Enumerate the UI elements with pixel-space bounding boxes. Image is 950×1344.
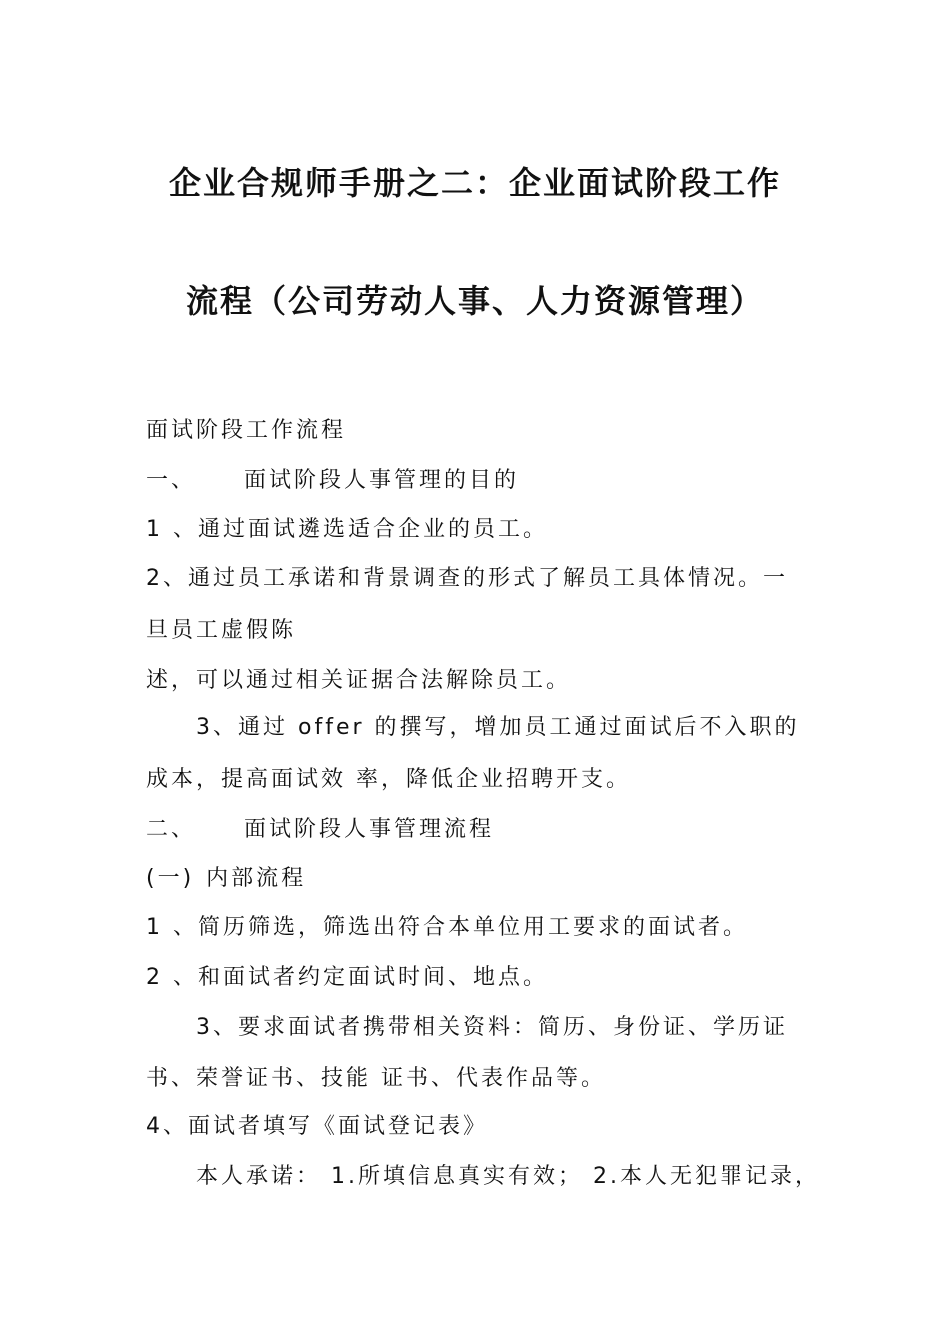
list-item-3-line-2: 书、荣誉证书、技能 证书、代表作品等。 bbox=[146, 1066, 606, 1091]
paragraph-3-line-1: 3、通过 offer 的撰写，增加员工通过面试后不入职的 bbox=[196, 715, 800, 740]
subsection-one-heading bbox=[146, 864, 306, 894]
subsection-one-title: 内部流程 bbox=[206, 866, 307, 891]
commitment-text: 本人承诺： 1.所填信息真实有效； 2.本人无犯罪记录， bbox=[196, 1164, 820, 1189]
section-heading: 面试阶段工作流程 bbox=[146, 418, 347, 443]
paragraph-3-line-2: 成本，提高面试效 率，降低企业招聘开支。 bbox=[146, 767, 631, 792]
document-title-line-2: 流程（公司劳动人事、人力资源管理） bbox=[185, 282, 764, 320]
document-title-line-1: 企业合规师手册之二：企业面试阶段工作 bbox=[168, 164, 781, 202]
paragraph-2-line-1: 2、通过员工承诺和背景调查的形式了解员工具体情况。一 bbox=[146, 566, 788, 591]
section-one-title: 面试阶段人事管理的目的 bbox=[244, 468, 520, 493]
list-item-1: 1 、简历筛选，筛选出符合本单位用工要求的面试者。 bbox=[146, 915, 748, 940]
paragraph-1: 1 、通过面试遴选适合企业的员工。 bbox=[146, 517, 548, 542]
section-two-number: 二、 bbox=[146, 817, 197, 842]
section-one-number: 一、 bbox=[146, 468, 197, 493]
section-two-title: 面试阶段人事管理流程 bbox=[244, 817, 495, 842]
paragraph-2-line-2: 旦员工虚假陈 bbox=[146, 618, 297, 643]
list-item-4: 4、面试者填写《面试登记表》 bbox=[146, 1114, 488, 1139]
section-two-heading bbox=[146, 815, 494, 845]
section-one-heading bbox=[146, 466, 519, 496]
subsection-one-number: (一) bbox=[146, 866, 195, 891]
paragraph-2-line-3: 述，可以通过相关证据合法解除员工。 bbox=[146, 668, 572, 693]
list-item-2: 2 、和面试者约定面试时间、地点。 bbox=[146, 965, 548, 990]
list-item-3-line-1: 3、要求面试者携带相关资料：简历、身份证、学历证 bbox=[196, 1015, 788, 1040]
